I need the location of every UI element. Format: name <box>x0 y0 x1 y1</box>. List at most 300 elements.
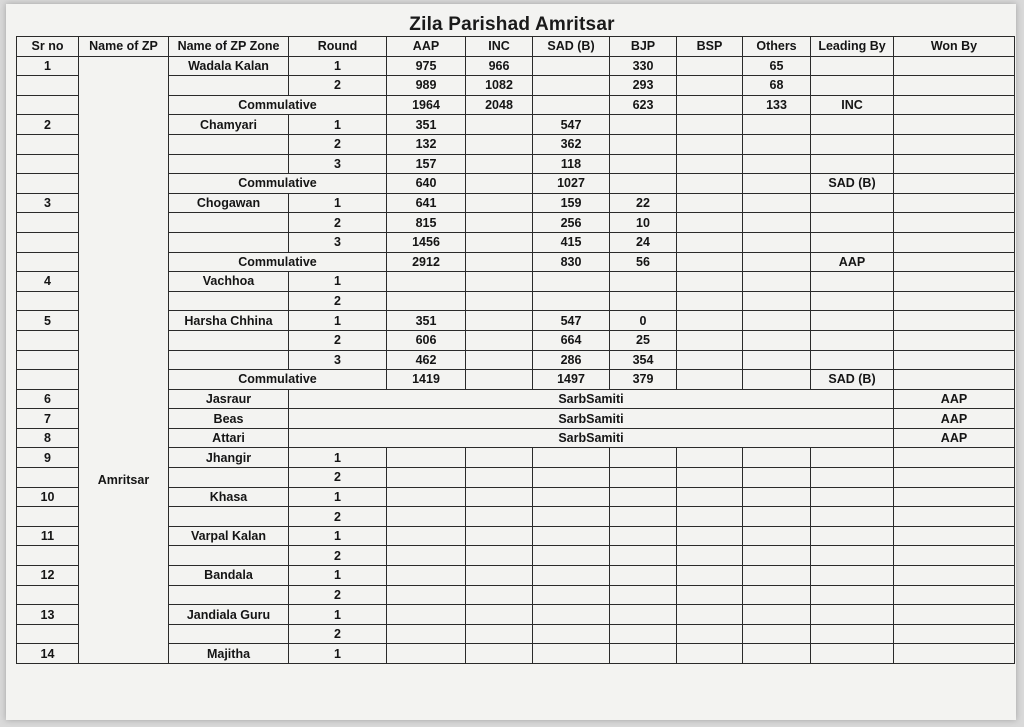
bjp-cell: 10 <box>610 213 677 233</box>
round-cell: 2 <box>289 330 387 350</box>
inc-cell <box>466 507 533 527</box>
zone-name-cell <box>169 624 289 644</box>
sr-no-cell <box>17 252 79 272</box>
won-cell <box>894 291 1015 311</box>
bsp-cell <box>677 213 743 233</box>
sr-no-cell: 9 <box>17 448 79 468</box>
zone-name-cell: Jandiala Guru <box>169 605 289 625</box>
sarbsamiti-cell: SarbSamiti <box>289 428 894 448</box>
won-cell: AAP <box>894 428 1015 448</box>
bjp-cell <box>610 448 677 468</box>
sarbsamiti-cell: SarbSamiti <box>289 409 894 429</box>
others-cell <box>743 154 811 174</box>
won-cell: AAP <box>894 409 1015 429</box>
won-cell <box>894 56 1015 76</box>
sr-no-cell <box>17 546 79 566</box>
sad-cell: 362 <box>533 134 610 154</box>
round-cell: 2 <box>289 507 387 527</box>
bsp-cell <box>677 624 743 644</box>
bsp-cell <box>677 330 743 350</box>
won-cell <box>894 468 1015 488</box>
round-cell: 2 <box>289 468 387 488</box>
zone-name-cell: Majitha <box>169 644 289 664</box>
results-table <box>16 36 1015 664</box>
others-cell <box>743 291 811 311</box>
inc-cell <box>466 605 533 625</box>
leading-cell <box>811 566 894 586</box>
won-cell <box>894 487 1015 507</box>
sad-cell: 1027 <box>533 174 610 194</box>
bjp-cell: 379 <box>610 370 677 390</box>
bjp-cell: 293 <box>610 76 677 96</box>
sr-no-cell: 4 <box>17 272 79 292</box>
inc-cell <box>466 134 533 154</box>
inc-cell <box>466 291 533 311</box>
aap-cell: 1964 <box>387 95 466 115</box>
others-cell <box>743 487 811 507</box>
bsp-cell <box>677 566 743 586</box>
round-cell: 3 <box>289 154 387 174</box>
leading-cell <box>811 624 894 644</box>
inc-cell <box>466 526 533 546</box>
zone-name-cell <box>169 507 289 527</box>
others-cell <box>743 272 811 292</box>
inc-cell <box>466 448 533 468</box>
round-cell: 1 <box>289 272 387 292</box>
zone-name-cell <box>169 232 289 252</box>
others-cell <box>743 605 811 625</box>
inc-cell <box>466 585 533 605</box>
table-row <box>17 56 1015 76</box>
sr-no-cell <box>17 507 79 527</box>
sr-no-cell: 12 <box>17 566 79 586</box>
bsp-cell <box>677 644 743 664</box>
sr-no-cell <box>17 232 79 252</box>
header-row <box>17 37 1015 57</box>
sad-cell: 256 <box>533 213 610 233</box>
round-cell: 1 <box>289 487 387 507</box>
bjp-cell: 25 <box>610 330 677 350</box>
sr-no-cell: 7 <box>17 409 79 429</box>
zone-name-cell: Wadala Kalan <box>169 56 289 76</box>
zone-name-cell: Jasraur <box>169 389 289 409</box>
inc-cell <box>466 272 533 292</box>
inc-cell <box>466 370 533 390</box>
won-cell <box>894 95 1015 115</box>
header-zone-name: Name of ZP Zone <box>169 37 289 57</box>
won-cell <box>894 213 1015 233</box>
header-aap: AAP <box>387 37 466 57</box>
won-cell <box>894 330 1015 350</box>
sr-no-cell: 10 <box>17 487 79 507</box>
leading-cell: SAD (B) <box>811 370 894 390</box>
round-cell: 2 <box>289 76 387 96</box>
won-cell <box>894 154 1015 174</box>
sr-no-cell: 3 <box>17 193 79 213</box>
round-cell: 1 <box>289 311 387 331</box>
zone-name-cell: Varpal Kalan <box>169 526 289 546</box>
inc-cell <box>466 115 533 135</box>
bsp-cell <box>677 370 743 390</box>
round-cell: 2 <box>289 624 387 644</box>
leading-cell <box>811 605 894 625</box>
won-cell <box>894 134 1015 154</box>
aap-cell <box>387 468 466 488</box>
aap-cell <box>387 507 466 527</box>
header-sad: SAD (B) <box>533 37 610 57</box>
bsp-cell <box>677 311 743 331</box>
zone-name-cell <box>169 546 289 566</box>
leading-cell: INC <box>811 95 894 115</box>
sad-cell: 547 <box>533 115 610 135</box>
bjp-cell <box>610 644 677 664</box>
won-cell <box>894 507 1015 527</box>
leading-cell <box>811 76 894 96</box>
leading-cell <box>811 350 894 370</box>
aap-cell <box>387 624 466 644</box>
sad-cell <box>533 644 610 664</box>
bsp-cell <box>677 95 743 115</box>
round-cell: 2 <box>289 291 387 311</box>
bsp-cell <box>677 468 743 488</box>
cumulative-label-cell: Commulative <box>169 252 387 272</box>
leading-cell <box>811 115 894 135</box>
inc-cell <box>466 566 533 586</box>
inc-cell <box>466 193 533 213</box>
leading-cell <box>811 448 894 468</box>
zone-name-cell <box>169 213 289 233</box>
leading-cell <box>811 468 894 488</box>
bsp-cell <box>677 56 743 76</box>
aap-cell <box>387 566 466 586</box>
sr-no-cell <box>17 95 79 115</box>
bjp-cell <box>610 174 677 194</box>
round-cell: 1 <box>289 644 387 664</box>
zone-name-cell: Attari <box>169 428 289 448</box>
sr-no-cell <box>17 370 79 390</box>
sad-cell: 664 <box>533 330 610 350</box>
sad-cell <box>533 448 610 468</box>
won-cell <box>894 605 1015 625</box>
bjp-cell <box>610 272 677 292</box>
round-cell: 1 <box>289 115 387 135</box>
zp-name-cell: Amritsar <box>79 56 169 663</box>
round-cell: 1 <box>289 605 387 625</box>
others-cell <box>743 507 811 527</box>
zone-name-cell <box>169 468 289 488</box>
bsp-cell <box>677 507 743 527</box>
bsp-cell <box>677 76 743 96</box>
header-bjp: BJP <box>610 37 677 57</box>
bsp-cell <box>677 291 743 311</box>
won-cell <box>894 370 1015 390</box>
others-cell: 68 <box>743 76 811 96</box>
round-cell: 2 <box>289 585 387 605</box>
aap-cell: 640 <box>387 174 466 194</box>
won-cell <box>894 546 1015 566</box>
others-cell <box>743 644 811 664</box>
zone-name-cell: Vachhoa <box>169 272 289 292</box>
sad-cell <box>533 56 610 76</box>
cumulative-label-cell: Commulative <box>169 370 387 390</box>
inc-cell: 966 <box>466 56 533 76</box>
others-cell <box>743 624 811 644</box>
bjp-cell <box>610 154 677 174</box>
round-cell: 3 <box>289 232 387 252</box>
sr-no-cell <box>17 350 79 370</box>
aap-cell: 351 <box>387 115 466 135</box>
sr-no-cell <box>17 291 79 311</box>
zone-name-cell: Chogawan <box>169 193 289 213</box>
leading-cell <box>811 154 894 174</box>
inc-cell <box>466 252 533 272</box>
inc-cell <box>466 154 533 174</box>
others-cell <box>743 585 811 605</box>
table-body <box>17 56 1015 663</box>
bsp-cell <box>677 115 743 135</box>
others-cell <box>743 350 811 370</box>
round-cell: 1 <box>289 566 387 586</box>
won-cell <box>894 193 1015 213</box>
bjp-cell: 623 <box>610 95 677 115</box>
sr-no-cell <box>17 134 79 154</box>
aap-cell <box>387 448 466 468</box>
inc-cell <box>466 232 533 252</box>
bjp-cell <box>610 624 677 644</box>
bjp-cell <box>610 115 677 135</box>
aap-cell: 462 <box>387 350 466 370</box>
leading-cell <box>811 291 894 311</box>
aap-cell: 157 <box>387 154 466 174</box>
aap-cell <box>387 585 466 605</box>
bjp-cell <box>610 526 677 546</box>
won-cell <box>894 174 1015 194</box>
won-cell <box>894 585 1015 605</box>
bsp-cell <box>677 272 743 292</box>
others-cell <box>743 193 811 213</box>
inc-cell: 1082 <box>466 76 533 96</box>
others-cell <box>743 213 811 233</box>
others-cell: 65 <box>743 56 811 76</box>
bjp-cell: 56 <box>610 252 677 272</box>
aap-cell <box>387 272 466 292</box>
won-cell <box>894 624 1015 644</box>
sr-no-cell: 13 <box>17 605 79 625</box>
won-cell: AAP <box>894 389 1015 409</box>
zone-name-cell <box>169 330 289 350</box>
bjp-cell <box>610 566 677 586</box>
sr-no-cell <box>17 154 79 174</box>
leading-cell <box>811 644 894 664</box>
leading-cell <box>811 56 894 76</box>
round-cell: 2 <box>289 546 387 566</box>
sr-no-cell: 2 <box>17 115 79 135</box>
sad-cell <box>533 487 610 507</box>
zone-name-cell <box>169 291 289 311</box>
bjp-cell <box>610 546 677 566</box>
aap-cell: 815 <box>387 213 466 233</box>
bsp-cell <box>677 232 743 252</box>
bjp-cell: 22 <box>610 193 677 213</box>
bsp-cell <box>677 448 743 468</box>
leading-cell <box>811 134 894 154</box>
bjp-cell <box>610 585 677 605</box>
sad-cell <box>533 507 610 527</box>
sad-cell <box>533 291 610 311</box>
aap-cell: 2912 <box>387 252 466 272</box>
leading-cell <box>811 585 894 605</box>
others-cell <box>743 311 811 331</box>
zone-name-cell: Beas <box>169 409 289 429</box>
inc-cell <box>466 350 533 370</box>
aap-cell <box>387 526 466 546</box>
sad-cell: 286 <box>533 350 610 370</box>
sr-no-cell <box>17 330 79 350</box>
sr-no-cell <box>17 213 79 233</box>
sr-no-cell: 1 <box>17 56 79 76</box>
aap-cell <box>387 487 466 507</box>
cumulative-label-cell: Commulative <box>169 95 387 115</box>
header-others: Others <box>743 37 811 57</box>
won-cell <box>894 448 1015 468</box>
sr-no-cell: 6 <box>17 389 79 409</box>
sad-cell: 547 <box>533 311 610 331</box>
round-cell: 1 <box>289 193 387 213</box>
sr-no-cell: 8 <box>17 428 79 448</box>
bjp-cell: 354 <box>610 350 677 370</box>
bsp-cell <box>677 252 743 272</box>
zone-name-cell <box>169 134 289 154</box>
zone-name-cell: Bandala <box>169 566 289 586</box>
inc-cell <box>466 468 533 488</box>
zone-name-cell <box>169 76 289 96</box>
others-cell <box>743 134 811 154</box>
leading-cell <box>811 213 894 233</box>
header-zp-name: Name of ZP <box>79 37 169 57</box>
sad-cell: 415 <box>533 232 610 252</box>
others-cell <box>743 174 811 194</box>
aap-cell <box>387 546 466 566</box>
bjp-cell: 0 <box>610 311 677 331</box>
leading-cell <box>811 232 894 252</box>
aap-cell: 606 <box>387 330 466 350</box>
sr-no-cell: 14 <box>17 644 79 664</box>
round-cell: 1 <box>289 56 387 76</box>
aap-cell: 975 <box>387 56 466 76</box>
header-round: Round <box>289 37 387 57</box>
aap-cell <box>387 605 466 625</box>
won-cell <box>894 311 1015 331</box>
bjp-cell: 24 <box>610 232 677 252</box>
sad-cell <box>533 585 610 605</box>
sr-no-cell <box>17 174 79 194</box>
won-cell <box>894 76 1015 96</box>
won-cell <box>894 272 1015 292</box>
leading-cell <box>811 311 894 331</box>
sad-cell <box>533 624 610 644</box>
round-cell: 2 <box>289 213 387 233</box>
bsp-cell <box>677 487 743 507</box>
aap-cell: 641 <box>387 193 466 213</box>
leading-cell: AAP <box>811 252 894 272</box>
inc-cell <box>466 311 533 331</box>
sad-cell <box>533 566 610 586</box>
sad-cell: 830 <box>533 252 610 272</box>
leading-cell: SAD (B) <box>811 174 894 194</box>
sr-no-cell: 5 <box>17 311 79 331</box>
others-cell <box>743 115 811 135</box>
bjp-cell <box>610 605 677 625</box>
bsp-cell <box>677 174 743 194</box>
others-cell <box>743 526 811 546</box>
header-bsp: BSP <box>677 37 743 57</box>
bsp-cell <box>677 526 743 546</box>
sad-cell <box>533 546 610 566</box>
leading-cell <box>811 507 894 527</box>
header-inc: INC <box>466 37 533 57</box>
zone-name-cell: Chamyari <box>169 115 289 135</box>
won-cell <box>894 252 1015 272</box>
aap-cell: 1419 <box>387 370 466 390</box>
inc-cell <box>466 330 533 350</box>
bsp-cell <box>677 154 743 174</box>
round-cell: 2 <box>289 134 387 154</box>
bsp-cell <box>677 605 743 625</box>
bsp-cell <box>677 193 743 213</box>
bsp-cell <box>677 350 743 370</box>
sr-no-cell: 11 <box>17 526 79 546</box>
won-cell <box>894 115 1015 135</box>
bjp-cell <box>610 468 677 488</box>
zone-name-cell: Harsha Chhina <box>169 311 289 331</box>
header-sr-no: Sr no <box>17 37 79 57</box>
others-cell <box>743 566 811 586</box>
zone-name-cell: Jhangir <box>169 448 289 468</box>
inc-cell <box>466 213 533 233</box>
bsp-cell <box>677 585 743 605</box>
won-cell <box>894 232 1015 252</box>
sr-no-cell <box>17 624 79 644</box>
zone-name-cell <box>169 350 289 370</box>
leading-cell <box>811 526 894 546</box>
sad-cell <box>533 95 610 115</box>
sad-cell: 1497 <box>533 370 610 390</box>
leading-cell <box>811 330 894 350</box>
bjp-cell <box>610 487 677 507</box>
others-cell <box>743 330 811 350</box>
leading-cell <box>811 272 894 292</box>
header-leading-by: Leading By <box>811 37 894 57</box>
aap-cell: 989 <box>387 76 466 96</box>
aap-cell: 132 <box>387 134 466 154</box>
others-cell <box>743 232 811 252</box>
aap-cell <box>387 291 466 311</box>
leading-cell <box>811 546 894 566</box>
bjp-cell <box>610 134 677 154</box>
sr-no-cell <box>17 468 79 488</box>
aap-cell: 351 <box>387 311 466 331</box>
won-cell <box>894 566 1015 586</box>
page-title: Zila Parishad Amritsar <box>409 14 615 35</box>
inc-cell <box>466 624 533 644</box>
others-cell <box>743 370 811 390</box>
zone-name-cell <box>169 154 289 174</box>
won-cell <box>894 644 1015 664</box>
inc-cell <box>466 487 533 507</box>
sad-cell <box>533 605 610 625</box>
inc-cell <box>466 174 533 194</box>
sad-cell <box>533 76 610 96</box>
